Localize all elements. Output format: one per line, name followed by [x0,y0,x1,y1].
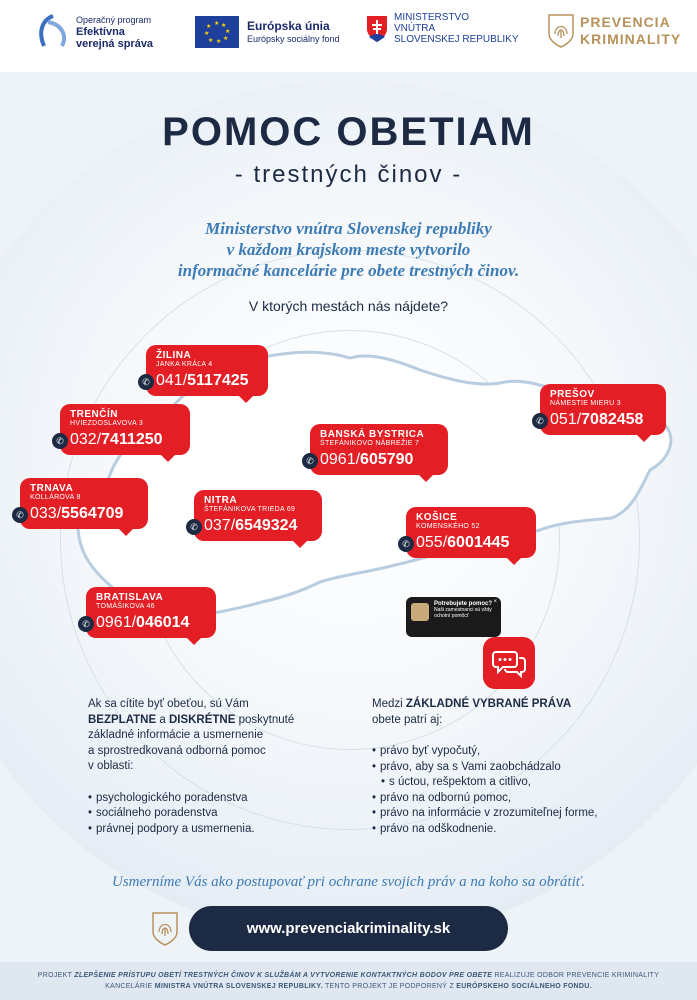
list-item: • psychologického poradenstva [88,791,338,807]
page-title: POMOC OBETIAM [162,110,535,154]
office-city: PREŠOV [550,389,595,400]
phone-icon: ✆ [186,519,202,535]
footer-line2: KANCELÁRIE MINISTRA VNÚTRA SLOVENSKEJ REPUBLIKY. TENTO PROJEKT JE PODPORENÝ Z EURÓPSKEHO SOCIÁLNEHO FONDU. [105,983,592,990]
office-trnava[interactable] [16,478,148,529]
phone-icon: ✆ [398,536,414,552]
bubble-tail [292,540,308,548]
chat-popup[interactable] [406,597,501,637]
rights-column [372,697,652,837]
op-logo[interactable] [34,12,153,52]
fingerprint-shield-icon [548,14,574,48]
office-phone[interactable]: 037/6549324 [204,517,298,534]
chat-popup-title: Potrebujete pomoc? [434,601,493,607]
phone-icon: ✆ [78,616,94,632]
bubble-tail [186,637,202,645]
op-logo-icon [34,12,72,52]
ministry-logo-line2: VNÚTRA [394,23,436,34]
office-address: KOMENSKÉHO 52 [416,523,480,530]
prevencia-logo-line1: PREVENCIA [580,14,671,30]
office-address: KOLLÁROVA 8 [30,494,81,501]
close-icon[interactable]: × [493,599,497,605]
eu-logo-line2: Európsky sociálny fond [247,34,340,44]
help-line5: v oblasti: [88,760,134,772]
office-phone[interactable]: 032/7411250 [70,431,163,448]
office-city: ŽILINA [156,350,192,361]
phone-icon: ✆ [12,507,28,523]
list-item: • právo na informácie v zrozumiteľnej forme, [372,806,652,822]
prevencia-logo[interactable] [548,14,681,48]
bubble-tail [160,454,176,462]
ministry-logo[interactable] [366,12,519,45]
list-item: • právnej podpory a usmernenia. [88,822,338,838]
chat-button[interactable] [483,637,535,689]
footer-line1: PROJEKT ZLEPŠENIE PRÍSTUPU OBETÍ TRESTNÝCH ČINOV K SLUŽBÁM A VYTVORENIE KONTAKTNÝCH BODOV PRE OBETE REALIZUJE ODBOR PREVENCIE KRIMINALITY [37,972,660,979]
office-phone[interactable]: 0961/046014 [96,614,190,631]
office-address: NÁMESTIE MIERU 3 [550,400,621,407]
office-phone[interactable]: 051/7082458 [550,411,644,428]
phone-icon: ✆ [138,374,154,390]
list-item: • právo byť vypočutý, [372,744,652,760]
eu-logo-line1: Európska únia [247,19,330,33]
ministry-logo-line3: SLOVENSKEJ REPUBLIKY [394,34,519,45]
page-subtitle: - trestných činov - [234,161,463,188]
office-address: ŠTEFÁNIKOVA TRIEDA 69 [204,506,296,513]
bubble-tail [118,528,134,536]
office-kosice[interactable] [402,507,536,558]
bubble-tail [636,434,652,442]
prevencia-logo-line2: KRIMINALITY [580,31,682,47]
bubble-tail [506,557,522,565]
office-address: TOMÁŠIKOVA 46 [96,603,155,610]
office-zilina[interactable] [142,345,268,396]
rights-line2: obete patrí aj: [372,713,443,726]
closing-text: Usmerníme Vás ako postupovať pri ochrane svojich práv a na koho sa obrátiť. [112,874,585,890]
list-item: • právo, aby sa s Vami zaobchádzalo [372,760,652,776]
office-phone[interactable]: 055/6001445 [416,534,510,551]
list-item: • právo na odbornú pomoc, [372,791,652,807]
intro-text [0,218,697,281]
intro-line2: v každom krajskom meste vytvorilo [226,240,471,259]
ministry-logo-line1: MINISTERSTVO [394,12,470,23]
office-trencin[interactable] [56,404,190,455]
agent-avatar [411,603,429,621]
help-line4: a sprostredkovaná odborná pomoc [88,744,266,757]
bubble-tail [418,474,434,482]
office-city: BRATISLAVA [96,592,164,603]
op-logo-line1: Operačný program [76,14,152,25]
office-phone[interactable]: 041/5117425 [156,372,249,389]
help-line1: Ak sa cítite byť obeťou, sú Vám [88,698,249,710]
phone-icon: ✆ [52,433,68,449]
help-line3: základné informácie a usmernenie [88,729,264,741]
intro-line3: informačné kancelárie pre obete trestných činov. [177,261,520,280]
office-bratislava[interactable] [82,587,216,638]
phone-icon: ✆ [532,413,548,429]
rights-list [372,744,652,837]
op-logo-line2: Efektívna [76,25,125,38]
list-item: • s úctou, rešpektom a citlivo, [372,775,652,791]
header [0,0,697,72]
chat-bubbles-icon [492,648,526,678]
slovak-coat-of-arms-icon [366,15,388,43]
footer [0,962,697,1000]
help-list [88,791,338,838]
office-nitra[interactable] [190,490,322,541]
rights-line1: Medzi ZÁKLADNÉ VYBRANÉ PRÁVA [372,698,572,710]
office-city: BANSKÁ BYSTRICA [320,429,425,440]
office-banska-bystrica[interactable] [306,424,448,475]
list-item: • právo na odškodnenie. [372,822,652,838]
intro-line1: Ministerstvo vnútra Slovenskej republiky [205,219,492,238]
bubble-tail [238,395,254,403]
locations-question: V ktorých mestách nás nájdete? [248,298,449,314]
op-logo-line3: verejná správa [76,37,154,50]
chat-popup-text: Naši zamestnanci sú vždy ochotní pomôcť [434,607,492,619]
website-link-button[interactable]: www.prevenciakriminality.sk [189,906,508,951]
office-city: TRNAVA [30,483,74,494]
office-address: ŠTEFÁNIKOVO NÁBREŽIE 7 [320,440,420,447]
office-address: HVIEZDOSLAVOVA 3 [70,420,144,427]
list-item: • sociálneho poradenstva [88,806,338,822]
office-address: JANKA KRÁĽA 4 [156,361,213,368]
help-line2: BEZPLATNE a DISKRÉTNE poskytnuté [88,713,295,726]
office-city: NITRA [204,495,238,506]
office-city: KOŠICE [416,512,458,523]
office-phone[interactable]: 033/5564709 [30,505,124,522]
eu-logo[interactable] [195,16,340,48]
office-presov[interactable] [536,384,666,435]
eu-flag-icon: ★ ★ ★ ★ ★ ★ ★ ★ [195,16,239,48]
office-city: TRENČÍN [70,409,118,420]
phone-icon: ✆ [302,453,318,469]
fingerprint-shield-icon [152,912,178,946]
help-info-column [88,697,338,837]
office-phone[interactable]: 0961/605790 [320,451,414,468]
